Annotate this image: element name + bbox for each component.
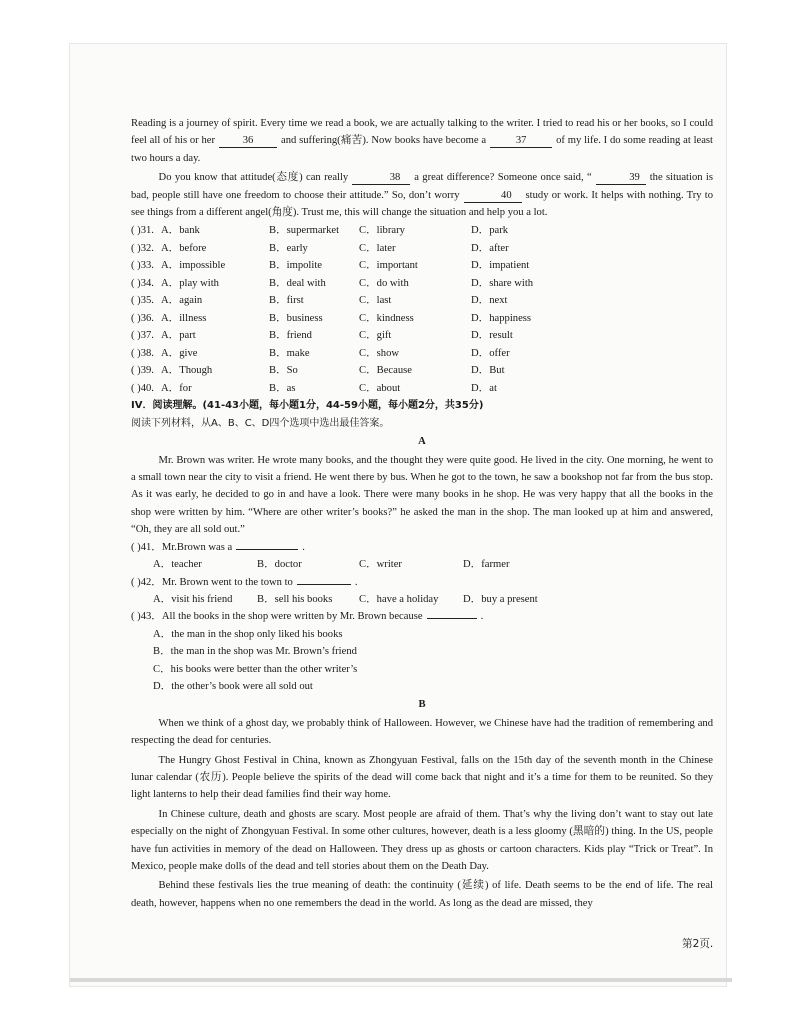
- question-41: ( )41．Mr.Brown was a . A．teacher B．doctor C．writer D．farmer: [131, 541, 510, 571]
- blank-37[interactable]: 37: [490, 134, 552, 148]
- cloze-question-35: ( )35. A．again B．first C．last D．next: [131, 295, 508, 307]
- blank-36[interactable]: 36: [219, 134, 277, 148]
- cloze-paragraph-2: Do you know that attitude(态度) can really 38 a great difference? Someone once said, “ 39 the situation is bad, people still have one freedom to choose their attitude.” So, don’t worry 40 study or work. It helps with nothing. Try to see things from a different angel(角度). Trust me, this will change the situation and help you a lot.: [131, 172, 713, 219]
- cloze-paragraph-1: Reading is a journey of spirit. Every time we read a book, we are actually talking to the writer. I tried to read his or her books, so I could feel all of his or her 36 and suffering(痛苦). Now books have become a 37 of my life. I do some reading at least two hours a day.: [131, 118, 713, 164]
- section-4-instruction: 阅读下列材料，从A、B、C、D四个选项中选出最佳答案。: [131, 417, 390, 429]
- sheet-edge-shadow: [70, 978, 732, 982]
- answer-blank-42[interactable]: [297, 584, 351, 585]
- cloze-question-39: ( )39. A．Though B．So C．Because D．But: [131, 365, 505, 377]
- cloze-question-38: ( )38. A．give B．make C．show D．offer: [131, 347, 510, 359]
- question-43: ( )43．All the books in the shop were written by Mr. Brown because . A．the man in the shop only liked his books B．the man in the shop was Mr. Brown’s friend C．his books were better than the other writer’s D．the other’s book were all sold out: [131, 611, 484, 692]
- cloze-question-37: ( )37. A．part B．friend C．gift D．result: [131, 330, 513, 342]
- page-number: 第2页.: [682, 938, 714, 950]
- blank-40[interactable]: 40: [464, 189, 522, 203]
- passage-b-paragraph-3: In Chinese culture, death and ghosts are scary. Most people are afraid of them. That’s why the living don’t want to stay out late especially on the night of Zhongyuan Festival. In some other cultures, however, death is a less gloomy (黑暗的) thing. In the US, people have fun activities in memory of the dead on Halloween. They dress up as ghosts or cartoon characters. Kids play “Trick or Treat”. In Mexico, people make dolls of the dead and tell stories about them on the Death Day.: [131, 808, 713, 872]
- passage-b-paragraph-4: Behind these festivals lies the true meaning of death: the continuity (延续) of life. Death seems to be the end of life. The real death, however, happens when no one remembers the dead in the world. As long as the dead are missed, they: [131, 880, 713, 909]
- question-42: ( )42．Mr. Brown went to the town to . A．visit his friend B．sell his books C．have a holiday D．buy a present: [131, 576, 538, 605]
- cloze-question-32: ( )32. A．before B．early C．later D．after: [131, 242, 509, 254]
- cloze-question-36: ( )36. A．illness B．business C．kindness D．happiness: [131, 312, 532, 324]
- cloze-question-34: ( )34. A．play with B．deal with C．do with D．share with: [131, 277, 534, 289]
- passage-b-paragraph-2: The Hungry Ghost Festival in China, known as Zhongyuan Festival, falls on the 15th day of the seventh month in the Chinese lunar calendar (农历). People believe the spirits of the dead will come back that night and it’s a time for them to be reunited. So they light lanterns to help their dead families find their way home.: [131, 754, 713, 801]
- section-4-heading: IV．阅读理解。(41-43小题，每小题1分，44-59小题，每小题2分，共35分): [131, 400, 484, 412]
- passage-a-text: Mr. Brown was writer. He wrote many books, and the thought they were quite good. He lived in the city. One morning, he went to a small town near the city to visit a friend. He went there by bus. When he got to the town, he saw a bookshop not far from the bus stop. As it was early, he decided to go in and have a look. There were many books in he shop. He was very happy that all the books in the shop were written by him. “Where are other writer’s books?” he asked the man in the shop. The man looked up at him and answered, “Oh, they are all sold out.”: [131, 454, 713, 536]
- passage-b-letter: B: [418, 699, 426, 711]
- cloze-question-33: ( )33. A．impossible B．impolite C．important D．impatient: [131, 260, 530, 272]
- passage-b-paragraph-1: When we think of a ghost day, we probably think of Halloween. However, we Chinese have had the tradition of remembering and respecting the dead for centuries.: [131, 717, 713, 747]
- cloze-question-31: ( )31. A．bank B．supermarket C．library D．park: [131, 225, 509, 237]
- cloze-options-list: [131, 222, 713, 397]
- answer-blank-43[interactable]: [427, 618, 477, 619]
- blank-38[interactable]: 38: [352, 171, 410, 185]
- passage-a-letter: A: [418, 436, 426, 448]
- answer-blank-41[interactable]: [236, 549, 298, 550]
- page-content: [131, 115, 713, 912]
- cloze-question-40: ( )40. A．for B．as C．about D．at: [131, 382, 497, 394]
- blank-39[interactable]: 39: [596, 171, 646, 185]
